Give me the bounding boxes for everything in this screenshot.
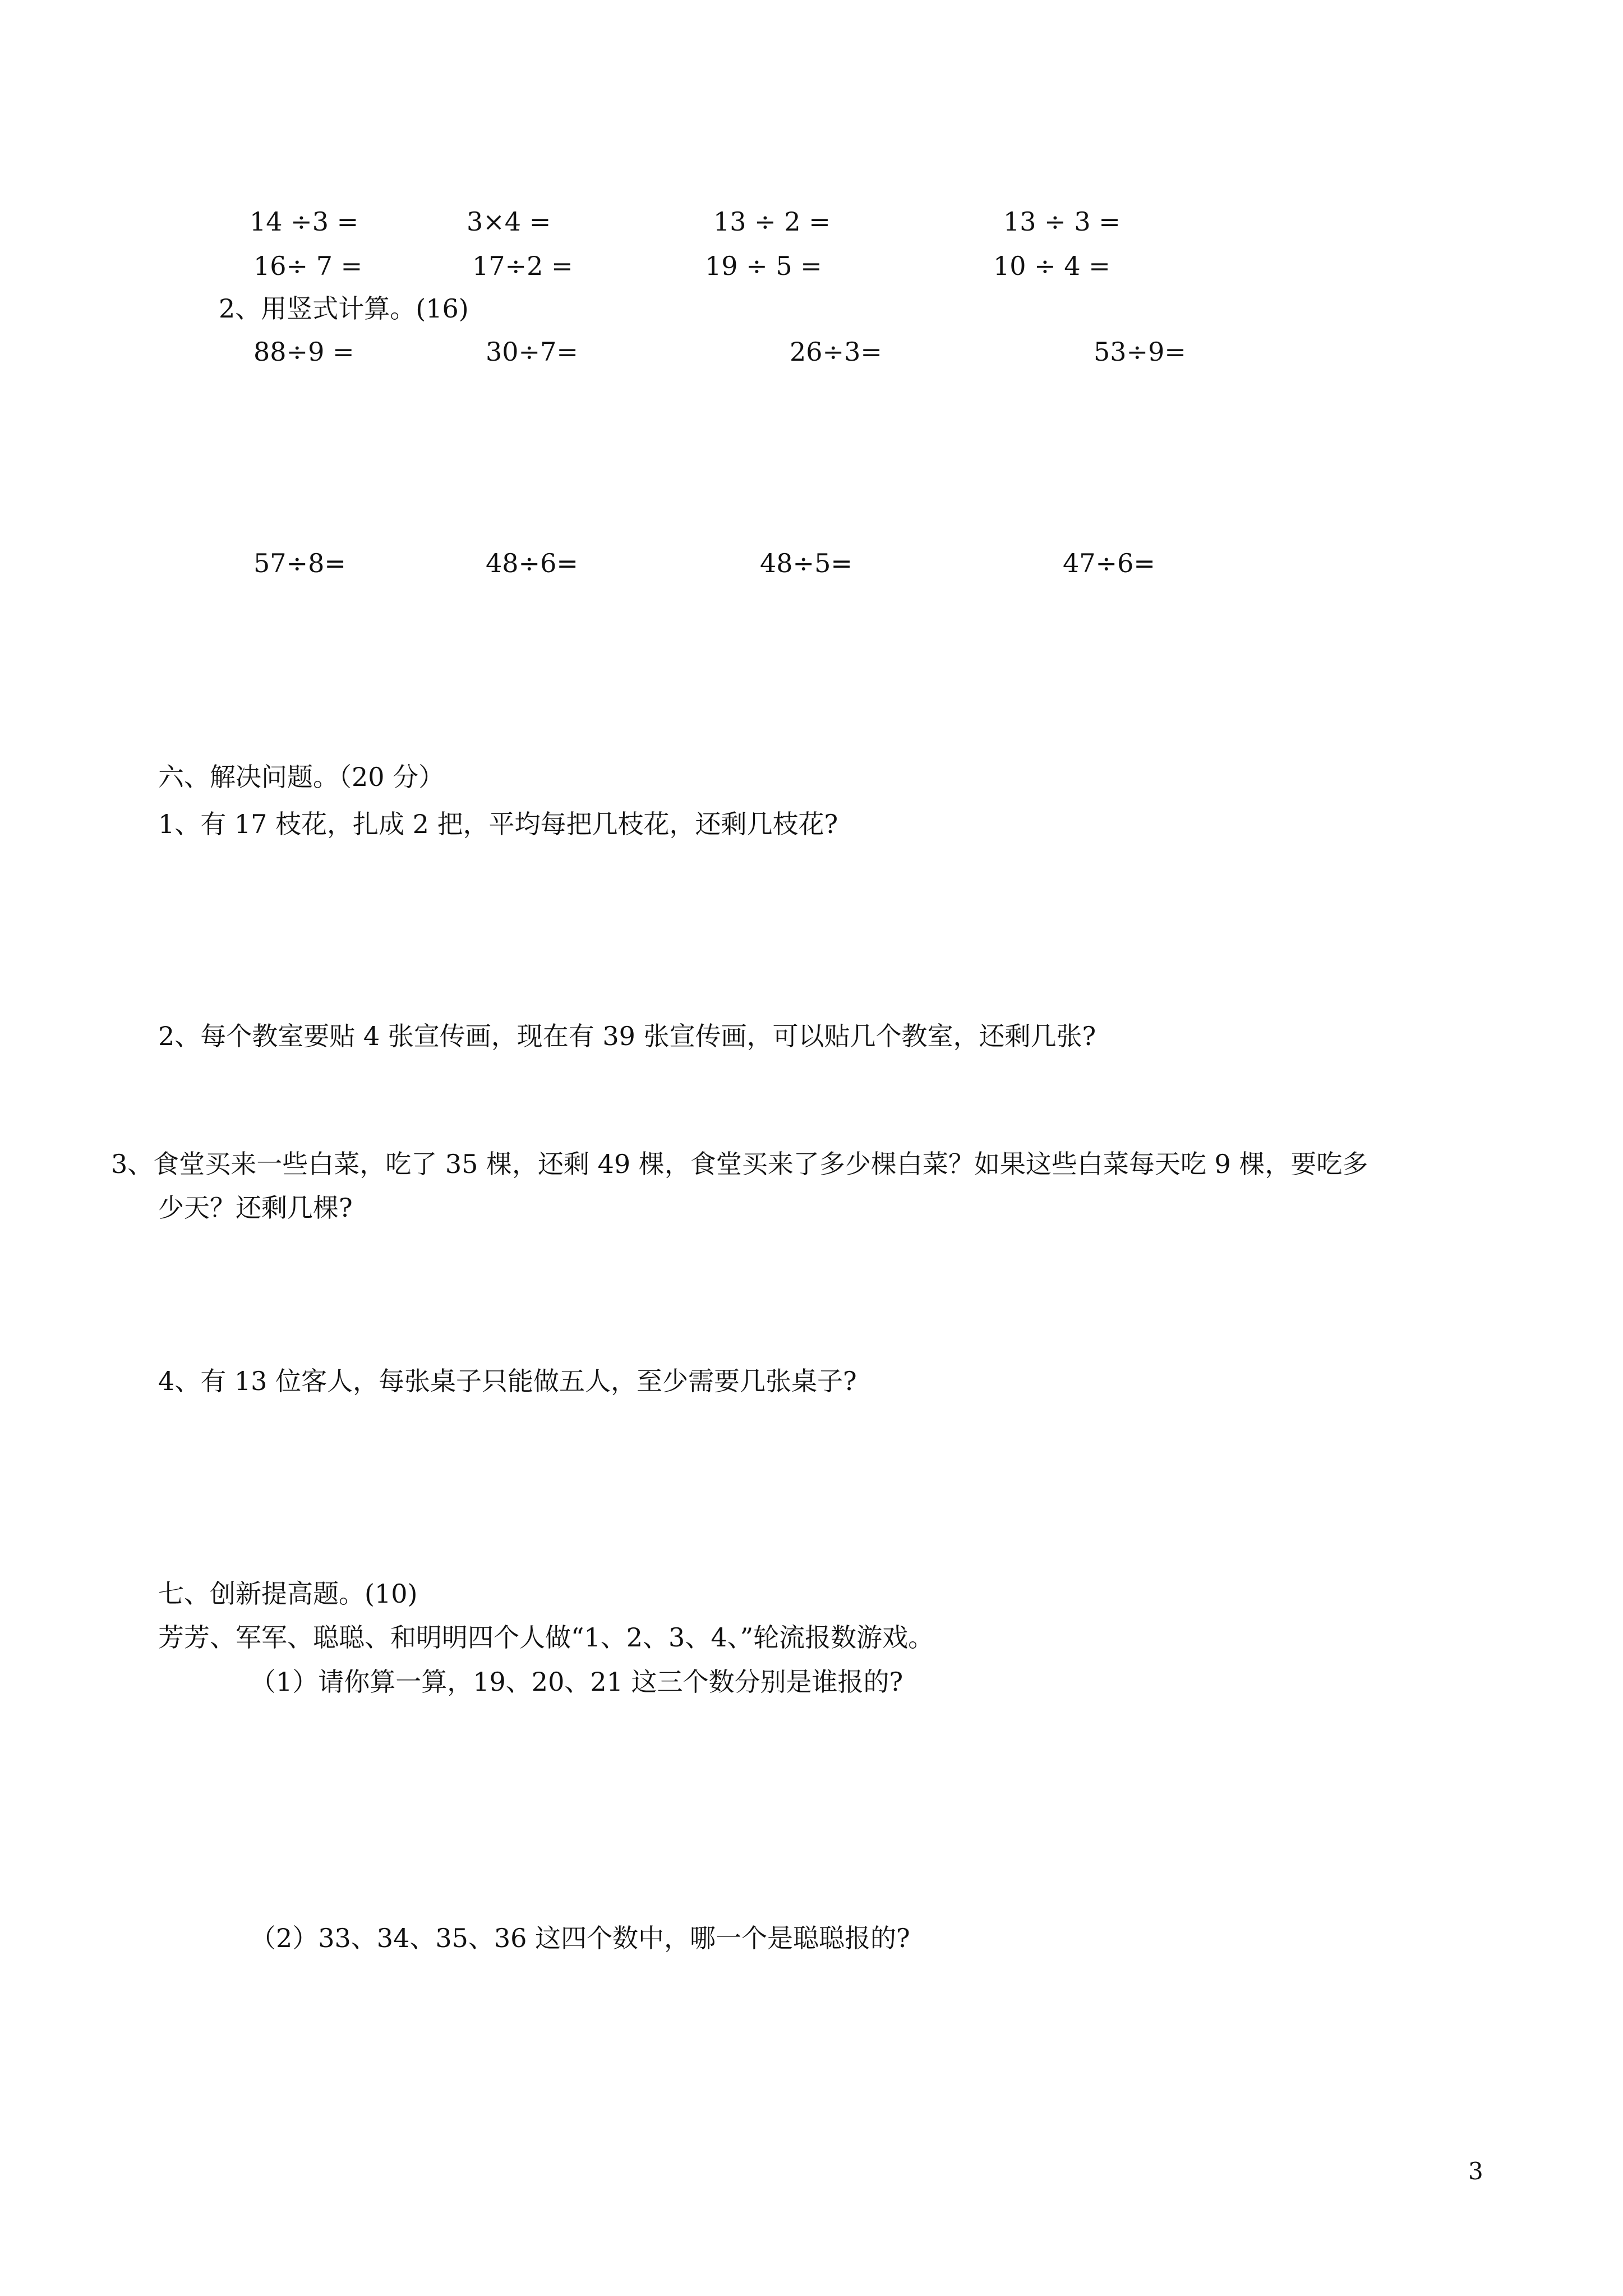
oral-problem: 13 ÷ 3 = (1003, 206, 1121, 237)
oral-problem: 16÷ 7 = (253, 251, 363, 281)
vertical-problem: 26÷3= (790, 337, 882, 367)
oral-problem: 3×4 = (467, 206, 551, 237)
vertical-problem: 53÷9= (1094, 337, 1186, 367)
question-4: 4、有 13 位客人，每张桌子只能做五人，至少需要几张桌子? (158, 1366, 857, 1396)
sub-question-1: （1）请你算一算，19、20、21 这三个数分别是谁报的? (250, 1667, 903, 1697)
oral-problem: 14 ÷3 = (250, 206, 359, 237)
question-3-line-2: 少天？还剩几棵? (158, 1193, 353, 1223)
sub-question-2: （2）33、34、35、36 这四个数中，哪一个是聪聪报的? (250, 1923, 910, 1953)
section-6-heading: 六、解决问题。（20 分） (158, 762, 445, 792)
vertical-problem: 48÷6= (486, 548, 578, 578)
page-number: 3 (1468, 2157, 1483, 2185)
vertical-problem: 47÷6= (1063, 548, 1155, 578)
vertical-problem: 88÷9 = (253, 337, 354, 367)
section-7-intro: 芳芳、军军、聪聪、和明明四个人做“1、2、3、4、”轮流报数游戏。 (158, 1622, 934, 1653)
question-2: 2、每个教室要贴 4 张宣传画，现在有 39 张宣传画，可以贴几个教室，还剩几张? (158, 1021, 1096, 1051)
oral-problem: 10 ÷ 4 = (993, 251, 1110, 281)
vertical-problem: 30÷7= (486, 337, 578, 367)
vertical-problem: 57÷8= (253, 548, 346, 578)
vertical-calc-heading: 2、用竖式计算。(16) (219, 293, 469, 324)
section-7-heading: 七、创新提高题。(10) (158, 1579, 418, 1609)
oral-problem: 17÷2 = (472, 251, 573, 281)
question-3-line-1: 3、食堂买来一些白菜，吃了 35 棵，还剩 49 棵，食堂买来了多少棵白菜？如果这些白菜每天吃 9 棵，要吃多 (111, 1149, 1368, 1179)
vertical-problem: 48÷5= (760, 548, 852, 578)
oral-problem: 19 ÷ 5 = (705, 251, 822, 281)
oral-problem: 13 ÷ 2 = (713, 206, 831, 237)
question-1: 1、有 17 枝花，扎成 2 把，平均每把几枝花，还剩几枝花? (158, 809, 838, 839)
